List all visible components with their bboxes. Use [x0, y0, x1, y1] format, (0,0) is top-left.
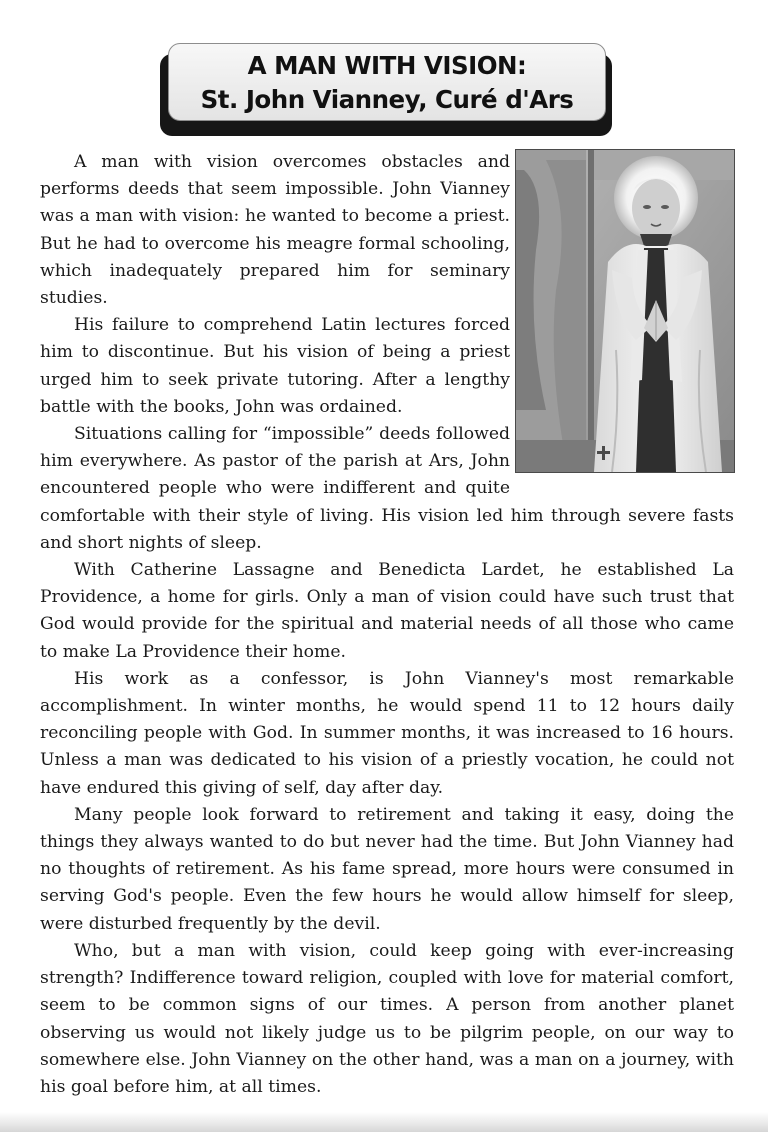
page-title: A MAN WITH VISION:: [247, 51, 527, 80]
paragraph-6: Many people look forward to retirement and taking it easy, doing the things they always wanted to do but never had the time. But John Vianney had no thoughts of retirement. As his fame spread, more hours were consumed in serving God's people. Even the few hours he would allow himself for sleep, were disturbed frequently by the devil.: [40, 804, 734, 934]
paragraph-7: Who, but a man with vision, could keep going with ever-increasing strength? Indifference toward religion, coupled with love for material comfort, seem to be common signs of our times. A person from another planet observing us would not likely judge us to be pilgrim people, on our way to somewhere else. John Vianney on the other hand, was a man on a journey, with his goal before him, at all times.: [40, 940, 734, 1097]
paragraph-2: His failure to comprehend Latin lectures forced him to discontinue. But his vision of being a priest urged him to seek private tutoring. After a lengthy battle with the books, John was ordained.: [40, 315, 510, 417]
image-float-spacer: [510, 149, 734, 476]
paragraph-5: His work as a confessor, is John Vianney's most remarkable accomplishment. In winter months, he would spend 11 to 12 hours daily reconciling people with God. In summer months, it was increased to 16 hours. Unless a man was dedicated to his vision of a priestly vocation, he could not have endured this giving of self, day after day.: [40, 668, 734, 798]
paragraph-4: With Catherine Lassagne and Benedicta Lardet, he established La Providence, a home for girls. Only a man of vision could have such trust that God would provide for the spiritual and material needs of all those who came to make La Providence their home.: [40, 560, 734, 662]
paragraph-1: A man with vision overcomes obstacles and performs deeds that seem impossible. John Vianney was a man with vision: he wanted to become a priest. But he had to overcome his meagre formal schooling, which inadequately prepared him for seminary studies.: [40, 152, 510, 309]
bottom-texture-band: [0, 1112, 768, 1132]
title-box: [168, 43, 606, 121]
article-body: [40, 149, 734, 1101]
page-subtitle: St. John Vianney, Curé d'Ars: [200, 85, 574, 114]
paragraph-3: Situations calling for “impossible” deeds followed him everywhere. As pastor of the parish at Ars, John encountered people who were indifferent and quite comfortable with their style of living. His vision led him through severe fasts and short nights of sleep.: [40, 424, 734, 553]
